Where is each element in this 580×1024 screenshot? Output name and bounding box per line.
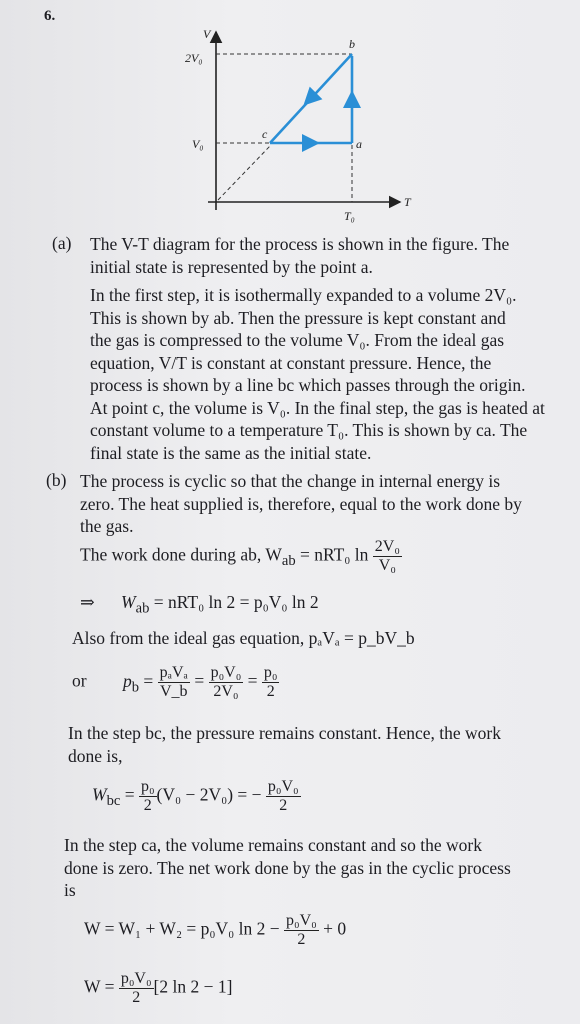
part-a-line: The V-T diagram for the process is shown in the figure. The bbox=[90, 234, 510, 254]
work-ab-result: ⇒ $W_{ab} = nRT_0$ ln 2 = p₀V₀ ln 2 bbox=[80, 592, 319, 617]
part-a-line: At point c, the volume is V₀. In the final step, the gas is heated at bbox=[90, 397, 545, 418]
part-a-line: final state is the same as the initial state. bbox=[90, 442, 372, 463]
arrow-bc bbox=[309, 93, 316, 100]
axis-t-label: T bbox=[404, 195, 411, 209]
point-b: b bbox=[349, 37, 355, 51]
dash-origin bbox=[218, 146, 270, 200]
point-a: a bbox=[356, 137, 362, 151]
work-ab-equation: The work done during ab, $W_{ab} = nRT_0$ ln $\frac{\text{2V₀}}{\text{V₀}}$ bbox=[80, 538, 400, 574]
ideal-gas-relation: Also from the ideal gas equation, pₐVₐ = p_bV_b bbox=[72, 628, 415, 648]
part-a-line: initial state is represented by the point a. bbox=[90, 256, 373, 277]
label-v0: V₀ bbox=[192, 137, 204, 151]
part-a-text bbox=[90, 233, 565, 464]
vt-diagram bbox=[0, 0, 580, 240]
part-b-label: (b) bbox=[46, 470, 67, 490]
part-a-label: (a) bbox=[52, 233, 72, 253]
final-work-equation: W = $\frac{\text{p₀V₀}}{2}$ [2 ln 2 − 1] bbox=[84, 970, 233, 1006]
part-a-line: the gas is compressed to the volume V₀. From the ideal gas bbox=[90, 330, 505, 350]
fraction-2v0-v0: $\frac{\text{2V₀}}{\text{V₀}}$ bbox=[374, 538, 400, 574]
pb-equation: or $p_b$ = $\frac{\text{pₐVₐ}}{V\_b}$ = $\frac{\text{p₀V₀}}{\text{2V₀}}$ = $\frac{\text{p₀}}{2}$ bbox=[72, 664, 278, 700]
part-a-line: process is shown by a line bc which passes through the origin. bbox=[90, 375, 526, 395]
net-work-equation: W = W₁ + W₂ = p₀V₀ ln 2 − $\frac{\text{p₀V₀}}{2}$ + 0 bbox=[84, 912, 347, 948]
part-a-line: In the first step, it is isothermally expanded to a volume 2V₀. bbox=[90, 285, 517, 305]
work-bc-equation: $W_{bc}$ = $\frac{\text{p₀}}{2}$ (V₀ − 2V₀) = − $\frac{\text{p₀V₀}}{2}$ bbox=[92, 778, 299, 814]
part-a-line: constant volume to a temperature T₀. This is shown by ca. The bbox=[90, 420, 528, 440]
question-number: 6. bbox=[44, 8, 56, 24]
label-t0: T₀ bbox=[344, 209, 355, 223]
label-2v0: 2V₀ bbox=[185, 51, 203, 65]
part-a-line: equation, V/T is constant at constant pressure. Hence, the bbox=[90, 352, 492, 373]
part-b-line: the gas. bbox=[80, 516, 134, 536]
part-b-text bbox=[80, 470, 565, 538]
part-b-line: zero. The heat supplied is, therefore, equal to the work done by bbox=[80, 493, 522, 514]
bc-step-text: In the step bc, the pressure remains constant. Hence, the work done is, bbox=[68, 723, 501, 766]
axis-v-label: V bbox=[203, 27, 211, 41]
part-b-line: The process is cyclic so that the change in internal energy is bbox=[80, 471, 501, 491]
part-a-line: This is shown by ab. Then the pressure is kept constant and bbox=[90, 307, 506, 328]
ca-step-text: In the step ca, the volume remains constant and so the work done is zero. The net work done by the gas in the cyclic process is bbox=[64, 835, 511, 900]
point-c: c bbox=[262, 127, 268, 141]
